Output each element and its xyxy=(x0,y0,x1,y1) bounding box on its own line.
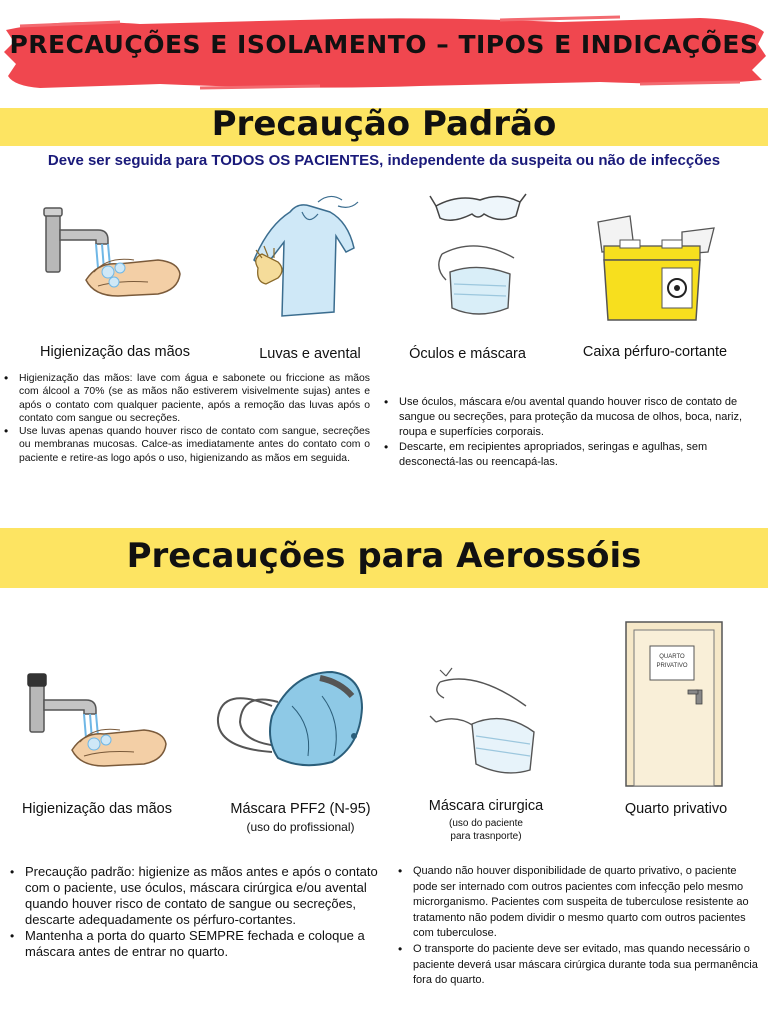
gown-gloves-icon xyxy=(238,192,368,322)
item-label-handwashing: Higienização das mãos xyxy=(40,344,190,360)
page-title: PRECAUÇÕES E ISOLAMENTO – TIPOS E INDICAÇÕES xyxy=(9,30,759,59)
surgical-mask-icon xyxy=(426,666,536,776)
list-item: • Use óculos, máscara e/ou avental quando houver risco de contato de sangue ou secreções, para proteção da mucosa de olhos, boca, nariz, roupa e superfícies corporais. xyxy=(384,395,764,440)
bullet-list-aerosol-right xyxy=(398,864,762,989)
item-sublabel-n95: (uso do profissional) xyxy=(246,820,355,834)
bullet-list-standard-left xyxy=(4,372,370,465)
list-item: • Mantenha a porta do quarto SEMPRE fechada e coloque a máscara antes de entrar no quarto. xyxy=(10,928,390,960)
bullet-list-standard-right xyxy=(384,395,764,470)
n95-mask-icon xyxy=(212,666,392,776)
goggles-mask-icon xyxy=(428,188,528,328)
item-label-goggles-mask: Óculos e máscara xyxy=(409,346,526,362)
section-subtitle-standard: Deve ser seguida para TODOS OS PACIENTES, independente da suspeita ou não de infecções xyxy=(47,152,721,169)
list-item: • Higienização das mãos: lave com água e sabonete ou friccione as mãos com álcool a 70% (se as mãos não estiverem visivelmente sujas) antes e após o contato com qualquer paciente, após a remoção das luvas após o contato com sangue ou secreções. xyxy=(4,372,370,425)
section-title-standard: Precaução Padrão xyxy=(211,104,557,144)
list-item: • Descarte, em recipientes apropriados, seringas e agulhas, sem desconectá-las ou reencapá-las. xyxy=(384,440,764,470)
door-sign: QUARTO PRIVATIVO xyxy=(656,654,688,669)
section-title-aerosol: Precauções para Aerossóis xyxy=(126,536,642,576)
item-label-private-room: Quarto privativo xyxy=(624,801,728,817)
door-icon xyxy=(624,620,724,788)
list-item: • Precaução padrão: higienize as mãos antes e após o contato com o paciente, use óculos, máscara cirúrgica e/ou avental quando houver risco de contato de sangue ou secreções, descarte adequadamente os pérfuro-cortantes. xyxy=(10,864,390,928)
sharps-box-icon xyxy=(590,208,720,328)
item-label-sharps-box: Caixa pérfuro-cortante xyxy=(582,344,728,360)
item-label-handwashing: Higienização das mãos xyxy=(22,801,172,817)
list-item: • Use luvas apenas quando houver risco de contato com sangue, secreções ou membranas mucosas. Calce-as imediatamente antes do contato com o paciente e retire-as logo após o uso, higienizando as mãos em seguida. xyxy=(4,425,370,465)
handwashing-icon xyxy=(38,200,188,310)
handwashing-icon xyxy=(22,670,172,780)
item-label-surgical-mask: Máscara cirurgica xyxy=(428,798,544,814)
list-item: • O transporte do paciente deve ser evitado, mas quando necessário o paciente deverá usar máscara cirúrgica durante toda sua permanência fora do quarto. xyxy=(398,942,762,989)
item-sublabel-surgical-mask: (uso do paciente xyxy=(449,818,523,829)
top-banner xyxy=(0,0,768,100)
item-label-gown-gloves: Luvas e avental xyxy=(259,346,361,362)
bullet-list-aerosol-left xyxy=(10,864,390,960)
item-sublabel-surgical-mask: para trasnporte) xyxy=(450,831,522,842)
list-item: • Quando não houver disponibilidade de quarto privativo, o paciente pode ser internado com outros pacientes com infecção pelo mesmo microrganismo. Pacientes com suspeita de tuberculose resistente ao tratamento não podem dividir o mesmo quarto com outros pacientes com tuberculose. xyxy=(398,864,762,942)
item-label-n95: Máscara PFF2 (N-95) xyxy=(230,801,371,817)
